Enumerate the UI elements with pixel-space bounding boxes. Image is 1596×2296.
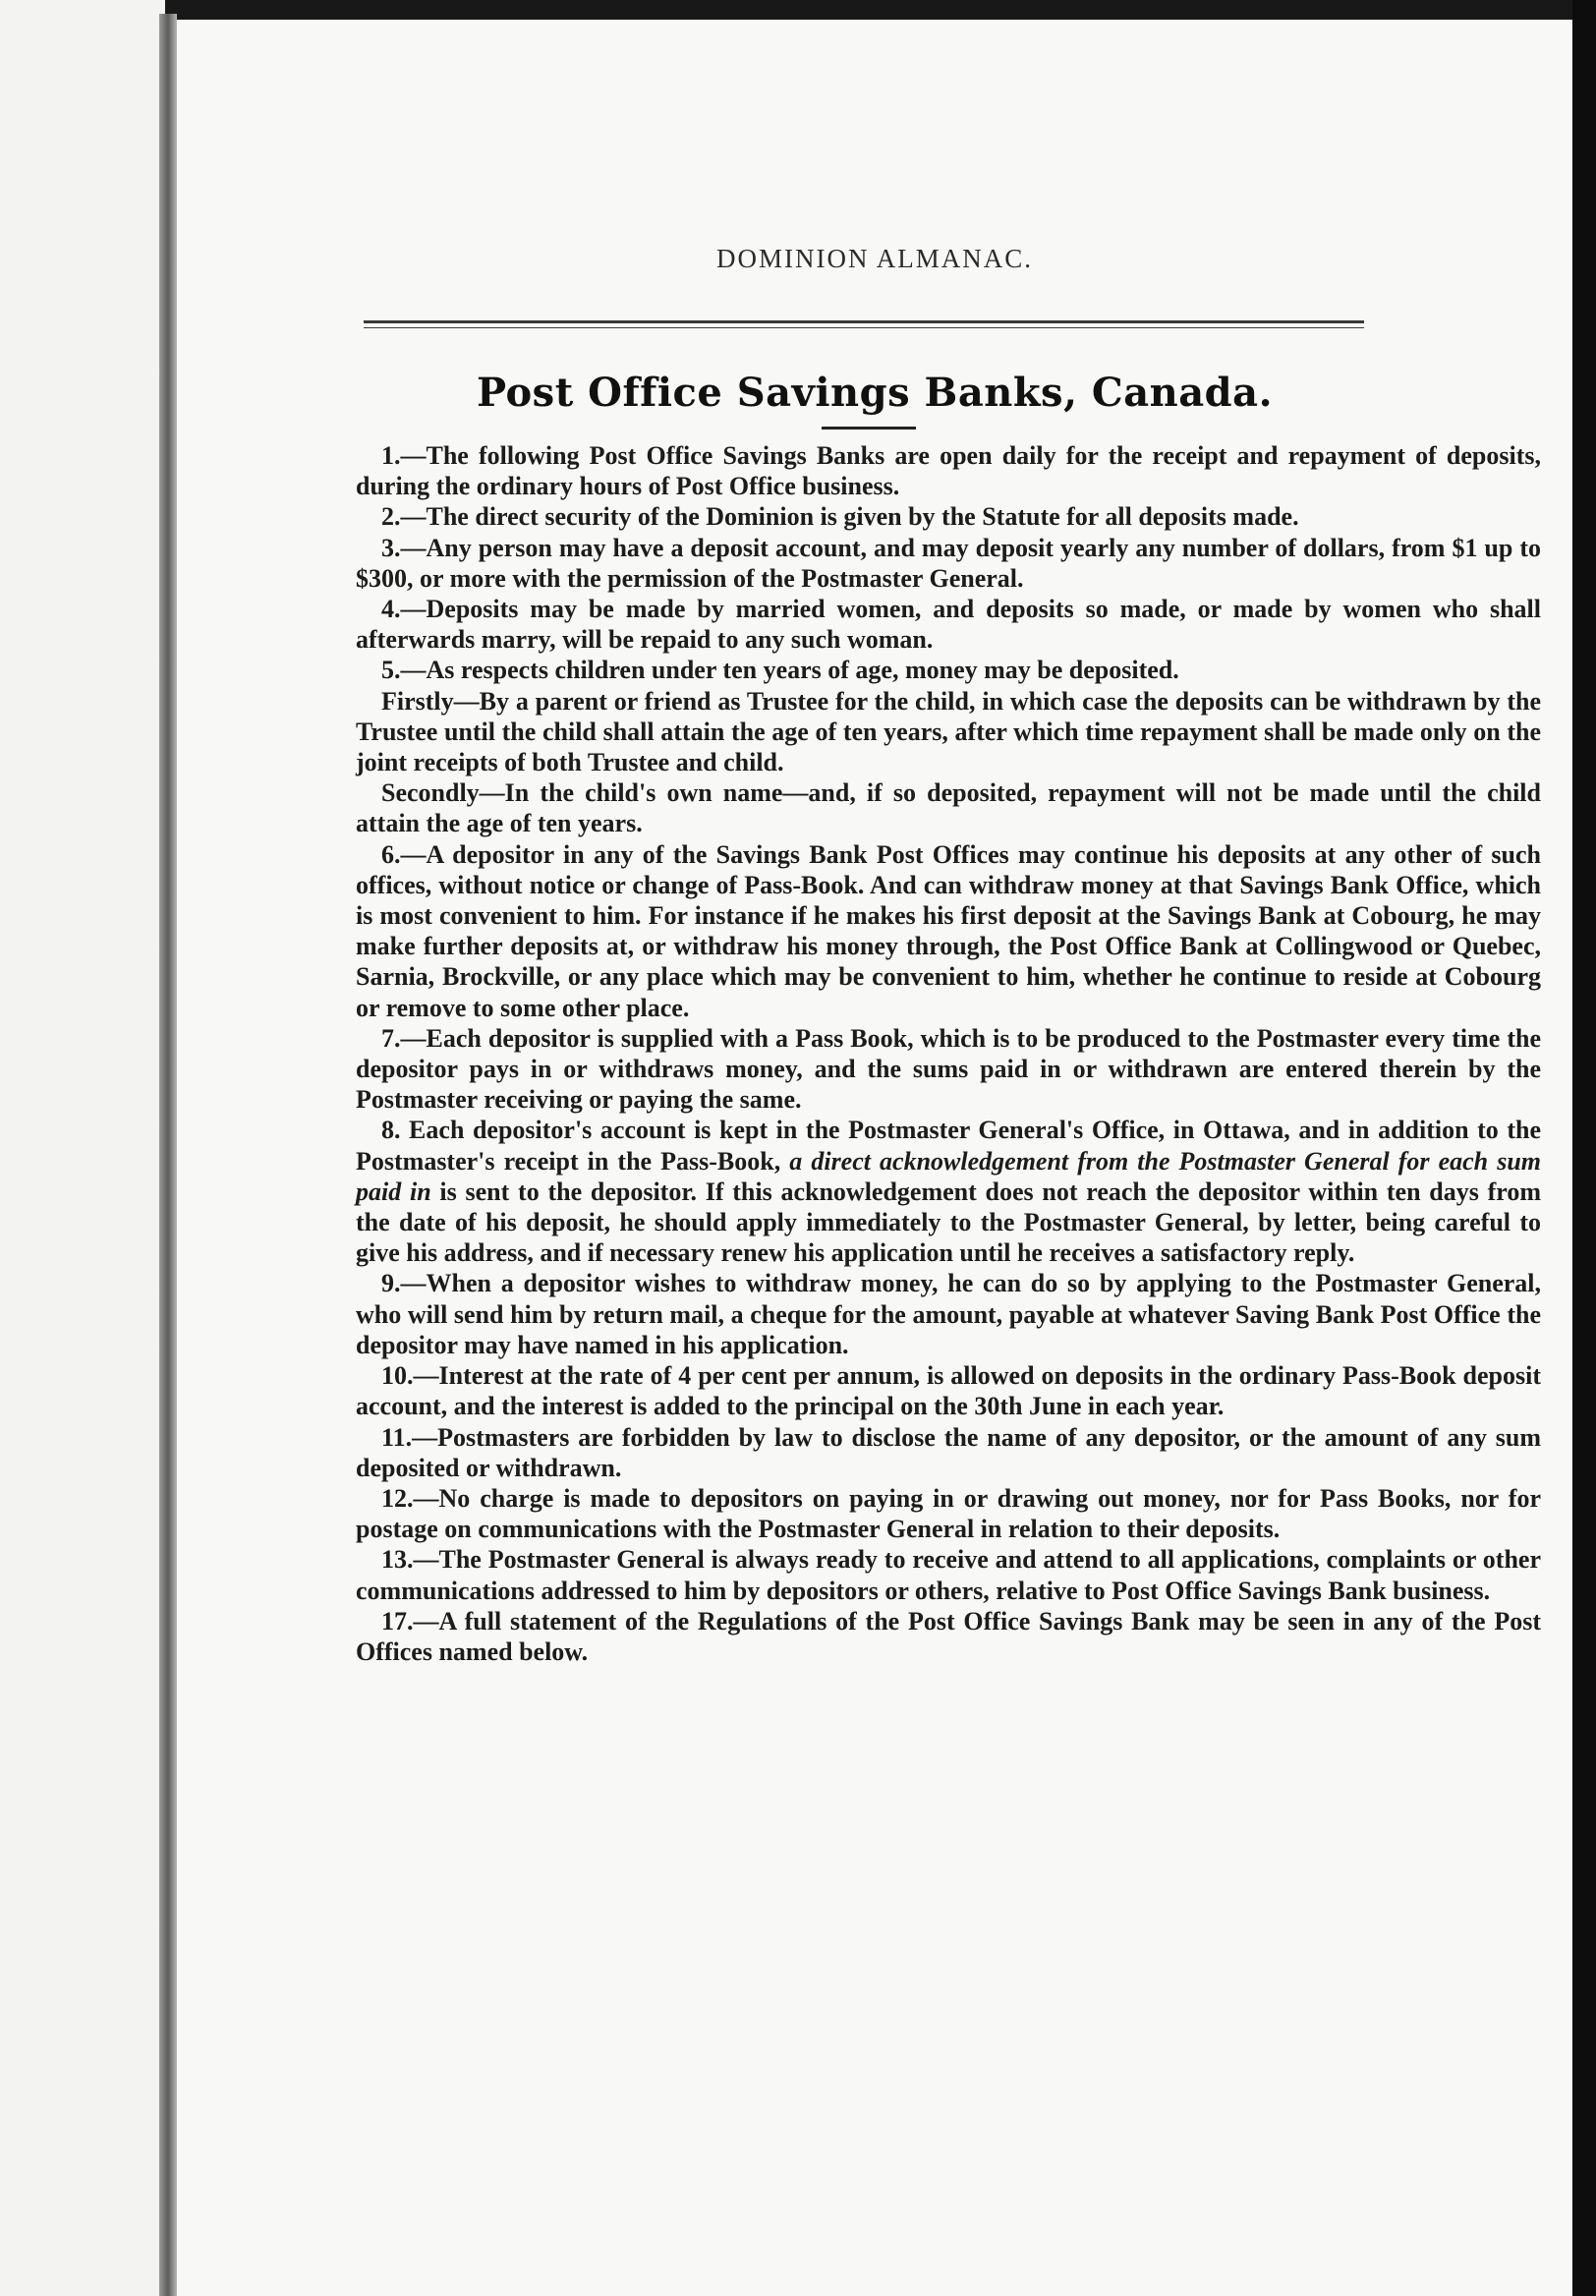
- paragraph-8-italic: a direct acknowledgement from the Postmaster General for each sum paid in: [356, 1146, 1542, 1206]
- paragraph-6: 6.—A depositor in any of the Savings Bank Post Offices may continue his deposits at any other of such offices, without notice or change of Pass-Book. And can withdraw money at that Savings Bank Office, which is most convenient to him. For instance if he makes his first deposit at the Savings Bank at Cobourg, he may make further deposits at, or withdraw his money through, the Post Office Bank at Collingwood or Quebec, Sarnia, Brockville, or any place which may be convenient to him, whether he continue to reside at Cobourg or remove to some other place.: [356, 839, 1541, 1022]
- article-title: Post Office Savings Banks, Canada.: [477, 370, 1273, 416]
- paragraph-10: 10.—Interest at the rate of 4 per cent per annum, is allowed on deposits in the ordinary Pass-Book deposit account, and the interest is added to the principal on the 30th June in each year.: [356, 1361, 1541, 1421]
- paragraph-13: 13.—The Postmaster General is always ready to receive and attend to all applications, complaints or other communications addressed to him by depositors or others, relative to Post Office Savings Bank business.: [356, 1545, 1541, 1605]
- document-page: [177, 20, 1572, 2296]
- binding-gutter: [159, 14, 177, 2296]
- paragraph-4: 4.—Deposits may be made by married women, and deposits so made, or made by women who shall afterwards marry, will be repaid to any such woman.: [356, 595, 1541, 655]
- header-rule-thin: [364, 327, 1364, 328]
- paragraph-1: 1.—The following Post Office Savings Banks are open daily for the receipt and repayment of deposits, during the ordinary hours of Post Office business.: [356, 441, 1541, 501]
- title-underline: [822, 427, 916, 430]
- page-right-border: [1572, 0, 1596, 2296]
- article-body: [356, 440, 1541, 1667]
- paragraph-17: 17.—A full statement of the Regulations of the Post Office Savings Bank may be seen in any of the Post Offices named below.: [356, 1606, 1541, 1666]
- paragraph-5-secondly: Secondly—In the child's own name—and, if so deposited, repayment will not be made until the child attain the age of ten years.: [356, 778, 1541, 838]
- paragraph-7: 7.—Each depositor is supplied with a Pass Book, which is to be produced to the Postmaster every time the depositor pays in or withdraws money, and the sums paid in or withdrawn are entered therein by the Postmaster receiving or paying the same.: [356, 1023, 1541, 1115]
- paragraph-5-firstly: Firstly—By a parent or friend as Trustee for the child, in which case the deposits can be withdrawn by the Trustee until the child shall attain the age of ten years, after which time repayment shall be made only on the joint receipts of both Trustee and child.: [356, 686, 1541, 777]
- paragraph-5: 5.—As respects children under ten years of age, money may be deposited.: [381, 656, 1179, 685]
- paragraph-12: 12.—No charge is made to depositors on paying in or drawing out money, nor for Pass Books, nor for postage on communications with the Postmaster General in relation to their deposits.: [356, 1483, 1541, 1544]
- paragraph-8: [356, 1115, 1541, 1268]
- paragraph-11: 11.—Postmasters are forbidden by law to disclose the name of any depositor, or the amount of any sum deposited or withdrawn.: [356, 1422, 1541, 1482]
- running-head: DOMINION ALMANAC.: [716, 244, 1033, 273]
- paragraph-2: 2.—The direct security of the Dominion is given by the Statute for all deposits made.: [381, 502, 1299, 532]
- paragraph-8-tail: is sent to the depositor. If this acknowledgement does not reach the depositor within ten days from the date of his deposit, he should apply immediately to the Postmaster General, by letter, being careful to give his address, and if necessary renew his application until he receives a satisfactory reply.: [356, 1177, 1541, 1268]
- paragraph-8-lead: 8. Each depositor's account is kept in the Postmaster General's Office, in Ottawa, and in addition to the Postmaster's receipt in the Pass-Book,: [356, 1116, 1541, 1176]
- paragraph-9: 9.—When a depositor wishes to withdraw money, he can do so by applying to the Postmaster General, who will send him by return mail, a cheque for the amount, payable at whatever Saving Bank Post Office the depositor may have named in his application.: [356, 1269, 1541, 1359]
- facing-page-edge: [0, 0, 165, 2296]
- header-rule-thick: [364, 320, 1364, 323]
- paragraph-3: 3.—Any person may have a deposit account, and may deposit yearly any number of dollars, from $1 up to $300, or more with the permission of the Postmaster General.: [356, 533, 1541, 593]
